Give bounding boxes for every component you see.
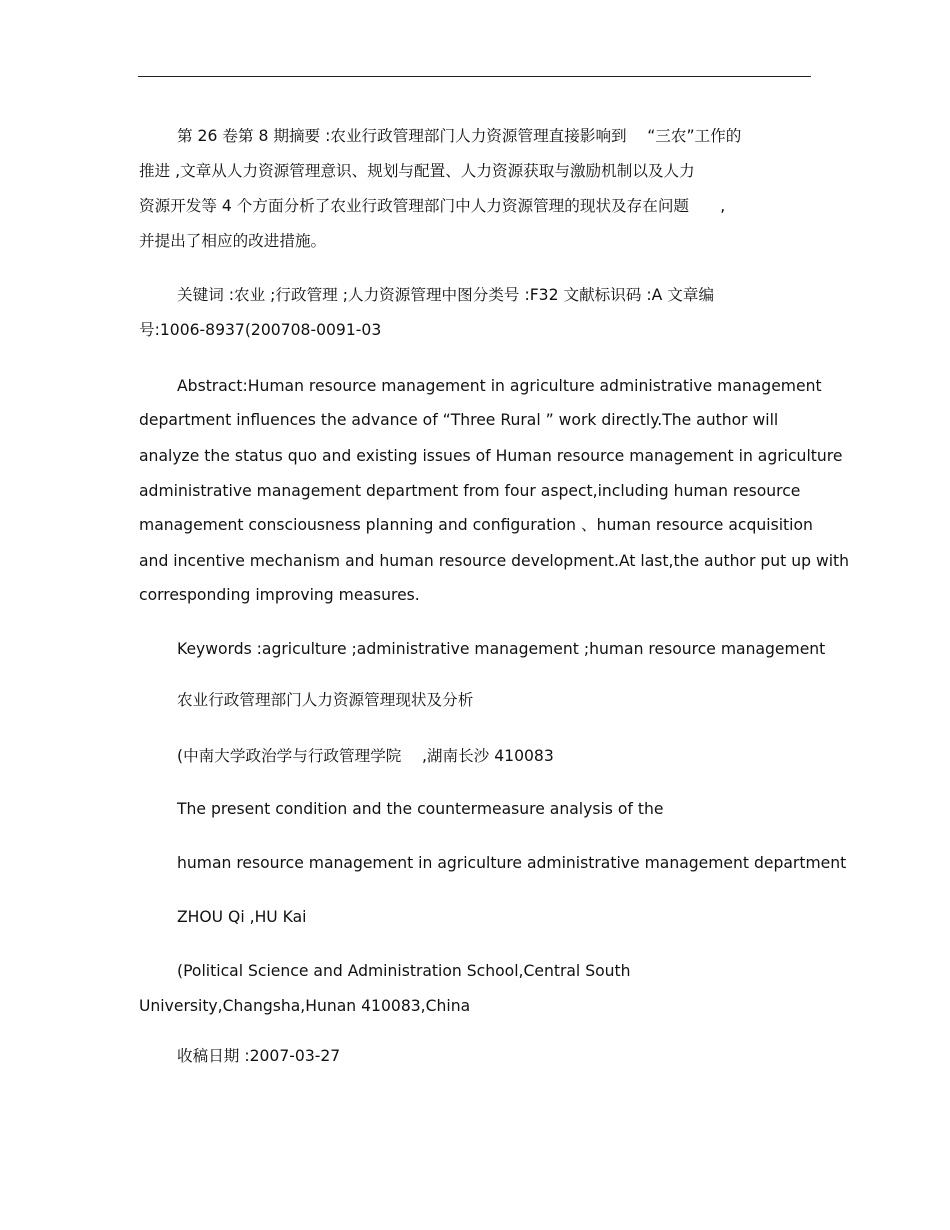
abstract-en-line: department influences the advance of “Three Rural ” work directly.The author will — [139, 411, 779, 429]
abstract-en-line: and incentive mechanism and human resource development.At last,the author put up with — [139, 552, 850, 570]
abstract-en-line: corresponding improving measures. — [139, 586, 420, 604]
keywords-cn-line: 关键词 :农业 ;行政管理 ;人力资源管理中图分类号 :F32 文献标识码 :A 文章编 — [177, 286, 715, 304]
affiliation-en-line: University,Changsha,Hunan 410083,China — [139, 997, 471, 1015]
abstract-en-line: analyze the status quo and existing issues of Human resource management in agriculture — [139, 447, 843, 465]
abstract-cn-line: 并提出了相应的改进措施。 — [139, 232, 327, 250]
abstract-cn-line: 资源开发等 4 个方面分析了农业行政管理部门中人力资源管理的现状及存在问题 , — [139, 197, 726, 215]
keywords-cn-line: 号:1006-8937(200708-0091-03 — [139, 321, 382, 339]
authors-en: ZHOU Qi ,HU Kai — [177, 908, 307, 926]
abstract-cn-line: 第 26 卷第 8 期摘要 :农业行政管理部门人力资源管理直接影响到 “三农”工作的 — [177, 127, 742, 145]
received-date: 收稿日期 :2007-03-27 — [177, 1047, 341, 1065]
abstract-en-line: management consciousness planning and configuration 、human resource acquisition — [139, 516, 813, 534]
title-cn: 农业行政管理部门人力资源管理现状及分析 — [177, 691, 474, 709]
header-rule — [138, 76, 811, 77]
affiliation-cn: (中南大学政治学与行政管理学院 ,湖南长沙 410083 — [177, 747, 554, 765]
affiliation-en-line: (Political Science and Administration School,Central South — [177, 962, 631, 980]
abstract-en-line: administrative management department from four aspect,including human resource — [139, 482, 801, 500]
keywords-en: Keywords :agriculture ;administrative management ;human resource management — [177, 640, 826, 658]
title-en-line: The present condition and the countermeasure analysis of the — [177, 800, 664, 818]
title-en-line: human resource management in agriculture administrative management department — [177, 854, 847, 872]
abstract-en-line: Abstract:Human resource management in agriculture administrative management — [177, 377, 822, 395]
abstract-cn-line: 推进 ,文章从人力资源管理意识、规划与配置、人力资源获取与激励机制以及人力 — [139, 162, 695, 180]
